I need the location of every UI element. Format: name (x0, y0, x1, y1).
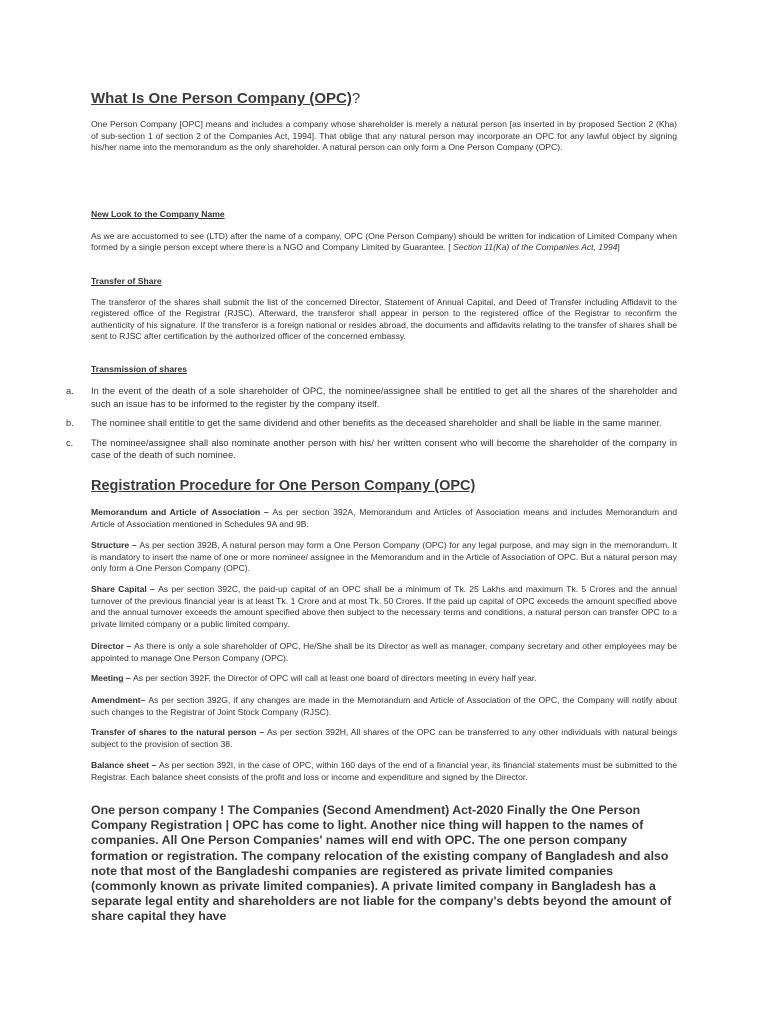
registration-text: As per section 392B, A natural person may form a One Person Company (OPC) for any legal purpose, and may sign in the memorandum. It is mandatory to insert the name of one or more nominee/ assignee in the Memorandum and in the Article of Association of OPC. But a natural person may only form a One Person Company (OPC). (91, 540, 677, 573)
registration-paragraph (91, 727, 677, 750)
new-look-section (91, 209, 677, 254)
registration-label: Amendment– (91, 695, 149, 705)
registration-label: Director – (91, 641, 134, 651)
registration-paragraph (91, 673, 677, 685)
registration-item-transfer (91, 727, 677, 750)
list-item-text: In the event of the death of a sole shareholder of OPC, the nominee/assignee shall be entitled to get all the shares of the shareholder and such an issue has to be informed to the register by the company itself. (91, 386, 677, 409)
registration-label: Structure – (91, 540, 140, 550)
registration-item-director (91, 641, 677, 664)
registration-paragraph (91, 507, 677, 530)
list-item (66, 417, 677, 430)
registration-heading: Registration Procedure for One Person Company (OPC) (91, 478, 476, 494)
registration-text: As per section 392C, the paid-up capital of an OPC shall be a minimum of Tk. 25 Lakhs and maximum Tk. 5 Crores and the annual turnover of the previous financial year is at least Tk. 1 Crore and at most Tk. 50 Crores. If the paid up capital of OPC exceeds the amount specified above and the annual turnover exceeds the amount specified above then subject to the necessary terms and conditions, a natural person can transfer OPC to a private limited company or a public limited company. (91, 584, 677, 629)
registration-label: Meeting – (91, 673, 134, 683)
registration-text: As per section 392I, in the case of OPC, within 160 days of the end of a financial year, its financial statements must be submitted to the Registrar. Each balance sheet consists of the profit and loss or income and expenditure and signed by the Director. (91, 760, 677, 782)
registration-section (91, 478, 677, 494)
transmission-heading: Transmission of shares (91, 364, 187, 374)
new-look-text: As we are accustomed to see (LTD) after the name of a company, OPC (One Person Company) should be written for indication of Limited Company when formed by a single person except where there is a NGO and Company Limited by Guarantee. [ (91, 230, 677, 252)
intro-paragraph: One Person Company [OPC] means and includes a company whose shareholder is merely a natural person [as inserted in by proposed Section 2 (Kha) of sub-section 1 of section 2 of the Companies Act, 1994]. That oblige that any natural person may incorporate an OPC for any lawful object by signing his/her name into the memorandum as the only shareholder. A natural person can only form a One Person Company (OPC). (91, 119, 677, 152)
registration-label: Memorandum and Article of Association – (91, 507, 273, 517)
list-marker: b. (66, 418, 74, 428)
transfer-heading: Transfer of Share (91, 276, 162, 286)
registration-paragraph (91, 695, 677, 718)
new-look-heading: New Look to the Company Name (91, 209, 225, 219)
registration-text: As per section 392A, Memorandum and Articles of Association means and includes Memorandum and Article of Association mentioned in Schedules 9A and 9B. (91, 507, 678, 529)
list-marker: c. (66, 437, 74, 448)
registration-paragraph (91, 540, 677, 575)
registration-item-structure (91, 540, 677, 575)
closing-section (91, 803, 677, 925)
new-look-citation: Section 11(Ka) of the Companies Act, 1994 (450, 242, 618, 252)
transmission-section (91, 364, 677, 376)
registration-item-meeting (91, 673, 677, 685)
registration-text: As per section 392F, the Director of OPC will call at least one board of directors meeting in every half year. (133, 673, 537, 683)
registration-text: As per section 392G, if any changes are made in the Memorandum and Article of Association of the OPC, the Company will notify about such changes to the Registrar of Joint Stock Company (RJSC). (91, 695, 677, 717)
registration-text: As per section 392H, All shares of the OPC can be transferred to any other individuals with natural beings subject to the provision of section 38. (91, 727, 677, 749)
registration-item-amendment (91, 695, 677, 718)
intro-section (91, 119, 677, 154)
registration-item-share-capital (91, 584, 677, 630)
transfer-paragraph: The transferor of the shares shall submit the list of the concerned Director, Statement of Annual Capital, and Deed of Transfer including Affidavit to the registered office of the Registrar (RJSC). Afterward, the transferor shall appear in person to the registered office of the Registrar to reconfirm the authenticity of his signature. If the transferor is a foreign national or resides abroad, the documents and affidavits relating to the transfer of shares shall be sent to RJSC after certification by the authorized officer of the concerned embassy. (91, 296, 677, 341)
registration-paragraph (91, 760, 677, 783)
transfer-section (91, 276, 677, 343)
closing-paragraph: One person company ! The Companies (Second Amendment) Act-2020 Finally the One Person Company Registration | OPC has come to light. Another nice thing will happen to the names of companies. All One Person Companies' names will end with OPC. The one person company formation or registration. The company relocation of the existing company of Bangladesh and also note that most of the Bangladeshi companies are registered as private limited companies (commonly known as private limited companies). A private limited company in Bangladesh has a separate legal entity and shareholders are not liable for the company's debts beyond the amount of share capital they have (91, 803, 672, 924)
list-marker: a. (66, 386, 74, 396)
page-title-text: What Is One Person Company (OPC) (91, 90, 352, 107)
registration-label: Share Capital – (91, 584, 159, 594)
page-title (91, 90, 361, 107)
list-item (66, 385, 677, 410)
registration-label: Balance sheet – (91, 760, 159, 770)
registration-paragraph (91, 584, 677, 630)
registration-text: As there is only a sole shareholder of OPC, He/She shall be its Director as well as manager, company secretary and other employees may be appointed to manage One Person Company (OPC). (91, 641, 677, 663)
registration-item-memorandum (91, 507, 677, 530)
new-look-close: ] (617, 242, 620, 252)
list-item-text: The nominee/assignee shall also nominate another person with his/ her written consent who will become the shareholder of the company in case of the death of such nominee. (91, 437, 677, 460)
new-look-paragraph (91, 231, 677, 254)
list-item (66, 437, 677, 462)
registration-paragraph (91, 641, 677, 664)
list-item-text: The nominee shall entitle to get the same dividend and other benefits as the deceased shareholder and shall be liable in the same manner. (91, 418, 662, 428)
page-title-suffix: ? (351, 90, 361, 107)
transmission-list (66, 385, 677, 462)
registration-item-balance-sheet (91, 760, 677, 783)
registration-label: Transfer of shares to the natural person – (91, 727, 268, 737)
